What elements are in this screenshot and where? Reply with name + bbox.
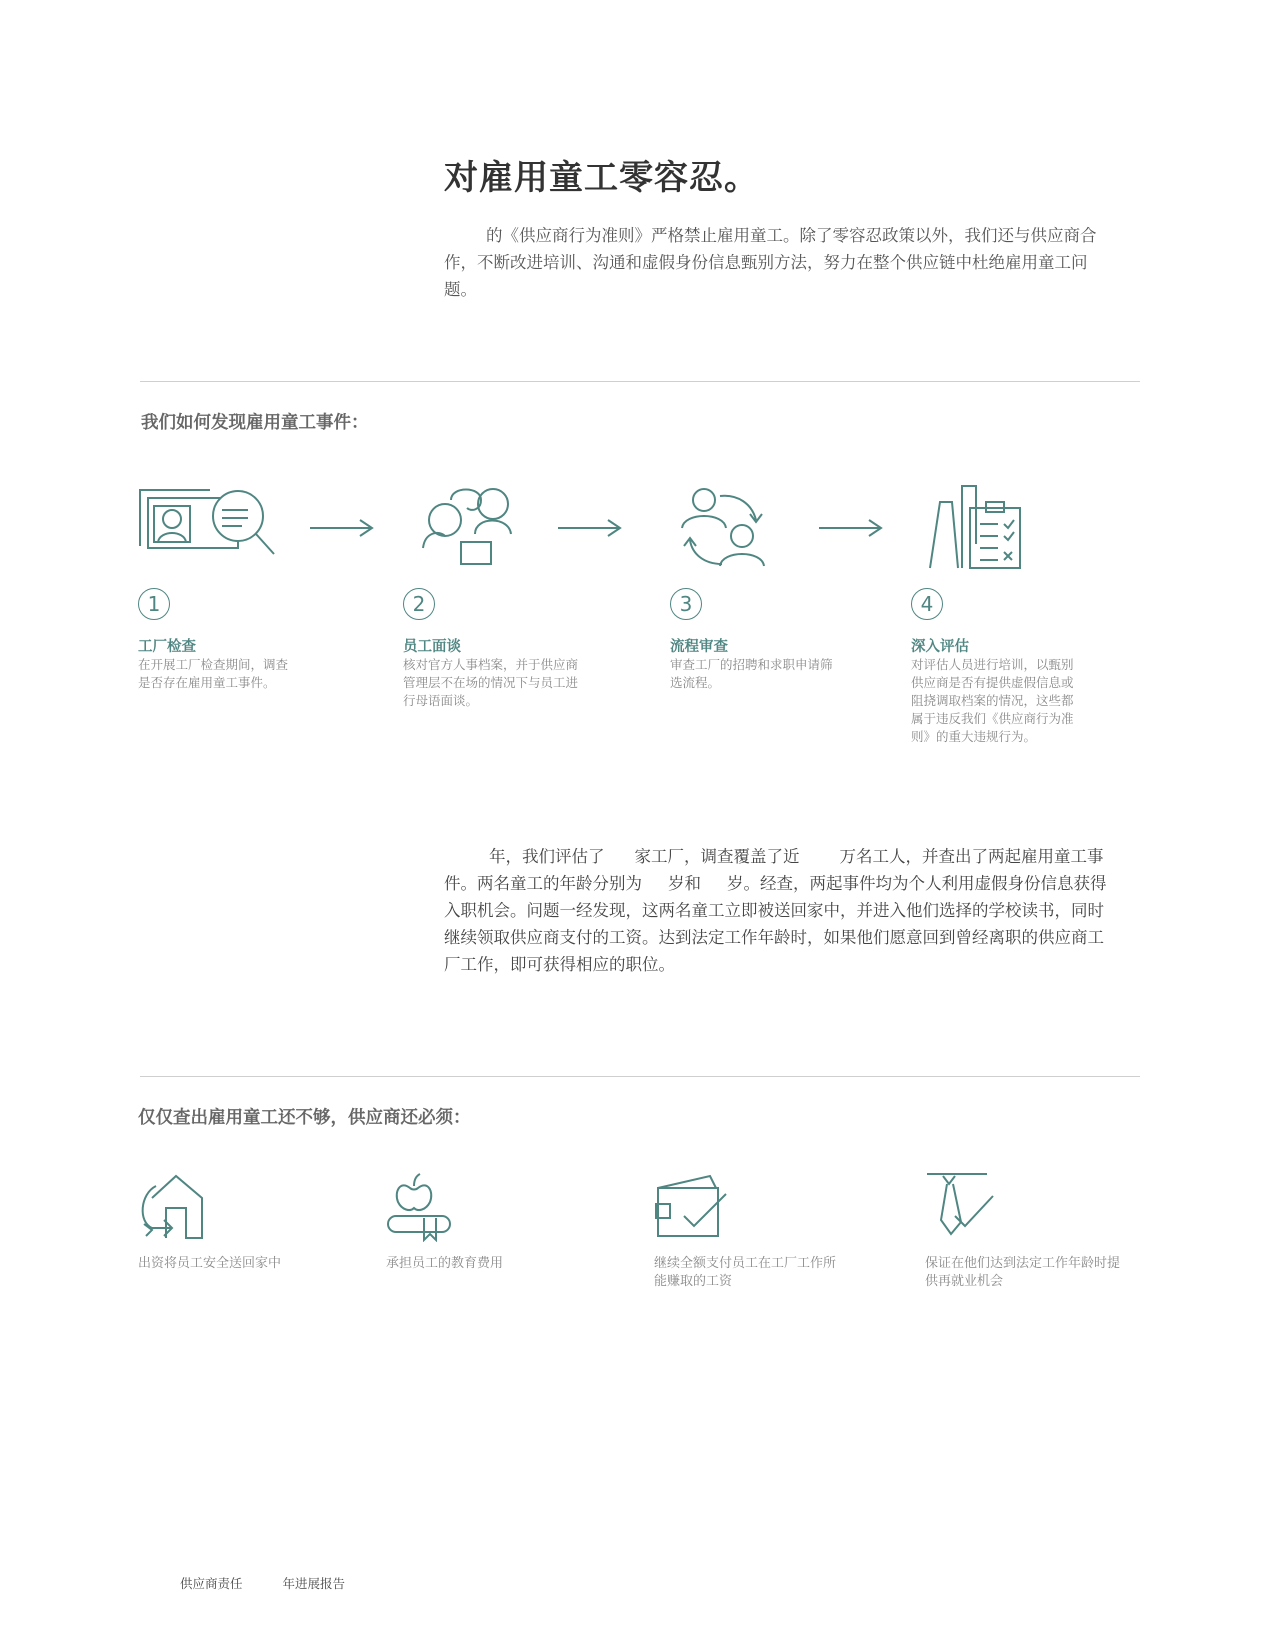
tie-check-icon	[925, 1172, 997, 1242]
footer-label	[138, 1574, 345, 1592]
detection-heading: 我们如何发现雇用童工事件：	[141, 413, 369, 433]
step-title-4: 深入评估	[911, 639, 969, 655]
arrow-right-icon	[817, 518, 885, 538]
arrow-right-icon	[556, 518, 624, 538]
requirement-text-4: 保证在他们达到法定工作年龄时提供再就业机会	[925, 1256, 1121, 1289]
requirement-text-2: 承担员工的教育费用	[386, 1256, 504, 1271]
education-icon	[386, 1172, 452, 1242]
step-number-4: 4	[911, 588, 943, 620]
findings-text-3: 万名工人，并查出了两起雇用童工事件。两名童工的年龄分别为	[444, 847, 1104, 893]
step-desc-3: 审查工厂的招聘和求职申请筛选流程。	[670, 657, 833, 690]
step-number-3: 3	[670, 588, 702, 620]
requirements-heading: 仅仅查出雇用童工还不够，供应商还必须：	[138, 1108, 471, 1128]
section-divider	[140, 1076, 1140, 1077]
findings-text-2: 家工厂，调查覆盖了近	[634, 847, 800, 866]
wallet-check-icon	[654, 1172, 730, 1240]
deep-assessment-icon	[928, 484, 1024, 570]
intro-paragraph	[444, 222, 1104, 303]
findings-text-5: 岁。经查，两起事件均为个人利用虚假身份信息获得入职机会。问题一经发现，这两名童工立即被送回家中，并进入他们选择的学校读书，同时继续领取供应商支付的工资。达到法定工作年龄时，如果他们愿意回到曾经离职的供应商工厂工作，即可获得相应的职位。	[444, 874, 1107, 974]
factory-inspection-icon	[138, 486, 278, 566]
requirement-text-1: 出资将员工安全送回家中	[138, 1256, 282, 1271]
intro-text: 的《供应商行为准则》严格禁止雇用童工。除了零容忍政策以外，我们还与供应商合作，不断改进培训、沟通和虚假身份信息甄别方法，努力在整个供应链中杜绝雇用童工问题。	[444, 226, 1097, 299]
step-title-1: 工厂检查	[138, 639, 196, 655]
findings-paragraph	[444, 843, 1109, 978]
arrow-right-icon	[308, 518, 376, 538]
step-number-2: 2	[403, 588, 435, 620]
findings-text-4: 岁和	[668, 874, 701, 893]
interview-icon	[415, 484, 520, 568]
footer-text-b: 年进展报告	[282, 1576, 346, 1591]
page-title: 对雇用童工零容忍。	[444, 158, 759, 198]
findings-text-1: 年，我们评估了	[489, 847, 605, 866]
step-title-2: 员工面谈	[403, 639, 461, 655]
step-title-3: 流程审查	[670, 639, 728, 655]
requirement-text-3: 继续全额支付员工在工厂工作所能赚取的工资	[654, 1256, 837, 1289]
step-desc-1: 在开展工厂检查期间，调查是否存在雇用童工事件。	[138, 657, 289, 690]
step-number-1: 1	[138, 588, 170, 620]
return-home-icon	[136, 1174, 206, 1240]
process-review-icon	[676, 484, 766, 570]
footer-text-a: 供应商责任	[180, 1576, 243, 1591]
section-divider	[140, 381, 1140, 382]
step-desc-2: 核对官方人事档案，并于供应商管理层不在场的情况下与员工进行母语面谈。	[403, 657, 579, 708]
step-desc-4: 对评估人员进行培训，以甄别供应商是否有提供虚假信息或阻挠调取档案的情况，这些都属于违反我们《供应商行为准则》的重大违规行为。	[911, 657, 1074, 744]
